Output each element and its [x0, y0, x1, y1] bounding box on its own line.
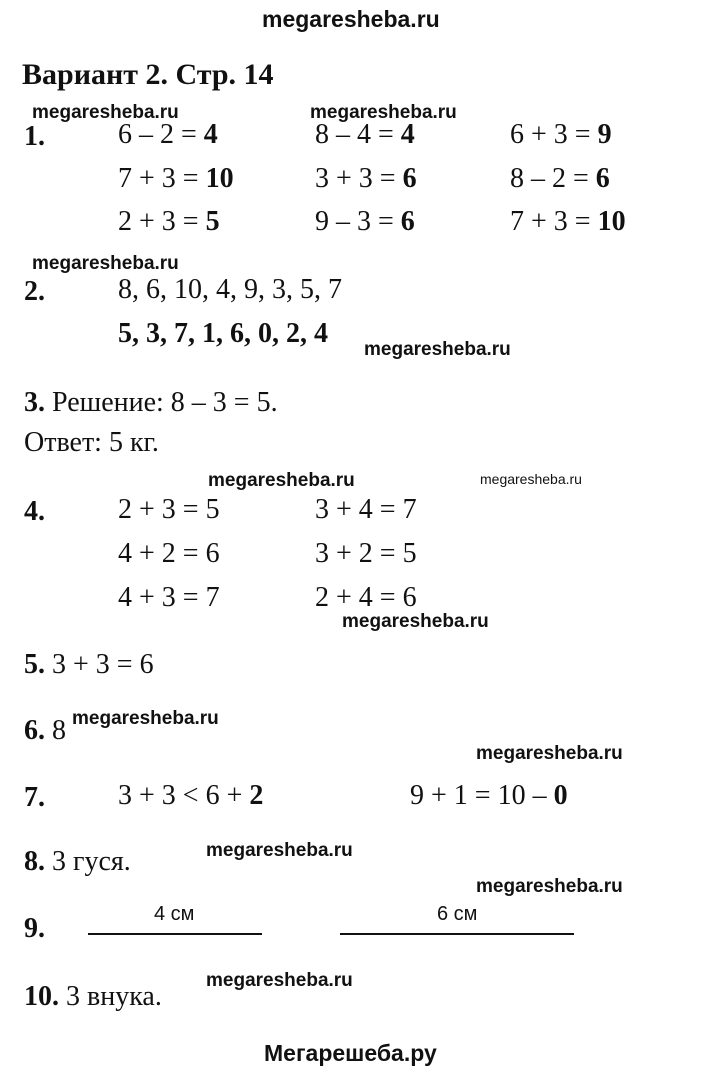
equation: 3 + 3 = 6 [315, 163, 417, 194]
site-footer: Мегарешеба.ру [264, 1040, 437, 1066]
answer-sequence: 5, 3, 7, 1, 6, 0, 2, 4 [118, 318, 328, 349]
answer: 6 [402, 163, 417, 194]
task-number: 5. [24, 649, 45, 680]
equation: 8 – 4 = 4 [315, 119, 415, 150]
answer: 9 [597, 119, 612, 150]
segment-6cm [340, 933, 574, 935]
task3-answer: Ответ: 5 кг. [24, 427, 159, 458]
segment-label: 4 см [154, 903, 195, 925]
segment-4cm [88, 933, 262, 935]
equation: 2 + 3 = 5 [118, 206, 220, 237]
answer: 5 [205, 206, 220, 237]
watermark: megaresheba.ru [208, 470, 355, 491]
answer: 10 [597, 206, 626, 237]
watermark: megaresheba.ru [310, 102, 457, 123]
task5: 5. 3 + 3 = 6 [24, 649, 154, 680]
watermark: megaresheba.ru [476, 743, 623, 764]
site-header: megaresheba.ru [262, 6, 440, 32]
watermark-small: megaresheba.ru [480, 471, 582, 487]
equation: 3 + 2 = 5 [315, 538, 417, 569]
equation: 7 + 3 = 10 [118, 163, 234, 194]
equation: 9 + 1 = 10 – 0 [410, 780, 568, 811]
task-number: 7. [24, 782, 45, 813]
equation: 6 – 2 = 4 [118, 119, 218, 150]
answer: 10 [205, 163, 234, 194]
equation: 2 + 3 = 5 [118, 494, 220, 525]
watermark: megaresheba.ru [72, 708, 219, 729]
watermark: megaresheba.ru [206, 840, 353, 861]
task8: 8. 3 гуся. [24, 846, 131, 877]
page-title: Вариант 2. Стр. 14 [22, 58, 274, 91]
watermark: megaresheba.ru [206, 970, 353, 991]
task3-solution: 3. Решение: 8 – 3 = 5. [24, 387, 278, 418]
watermark: megaresheba.ru [342, 611, 489, 632]
task-number: 9. [24, 913, 45, 944]
task-number: 4. [24, 496, 45, 527]
answer: 0 [553, 780, 568, 811]
task-number: 2. [24, 276, 45, 307]
equation: 4 + 3 = 7 [118, 582, 220, 613]
equation: 2 + 4 = 6 [315, 582, 417, 613]
watermark: megaresheba.ru [476, 876, 623, 897]
task6: 6. 8 [24, 715, 66, 746]
comparison: 3 + 3 < 6 + 2 [118, 780, 264, 811]
equation: 4 + 2 = 6 [118, 538, 220, 569]
task-number: 3. [24, 387, 45, 418]
answer: 6 [400, 206, 415, 237]
task-number: 1. [24, 121, 45, 152]
equation: 6 + 3 = 9 [510, 119, 612, 150]
watermark: megaresheba.ru [32, 253, 179, 274]
equation: 7 + 3 = 10 [510, 206, 626, 237]
equation: 3 + 4 = 7 [315, 494, 417, 525]
answer: 4 [400, 119, 415, 150]
answer: 4 [203, 119, 218, 150]
task-number: 8. [24, 846, 45, 877]
watermark: megaresheba.ru [364, 339, 511, 360]
equation: 9 – 3 = 6 [315, 206, 415, 237]
number-sequence: 8, 6, 10, 4, 9, 3, 5, 7 [118, 274, 342, 305]
answer: 6 [595, 163, 610, 194]
segment-label: 6 см [437, 903, 478, 925]
watermark: megaresheba.ru [32, 102, 179, 123]
equation: 8 – 2 = 6 [510, 163, 610, 194]
task-number: 6. [24, 715, 45, 746]
task10: 10. 3 внука. [24, 981, 162, 1012]
task-number: 10. [24, 981, 59, 1012]
answer: 2 [249, 780, 264, 811]
